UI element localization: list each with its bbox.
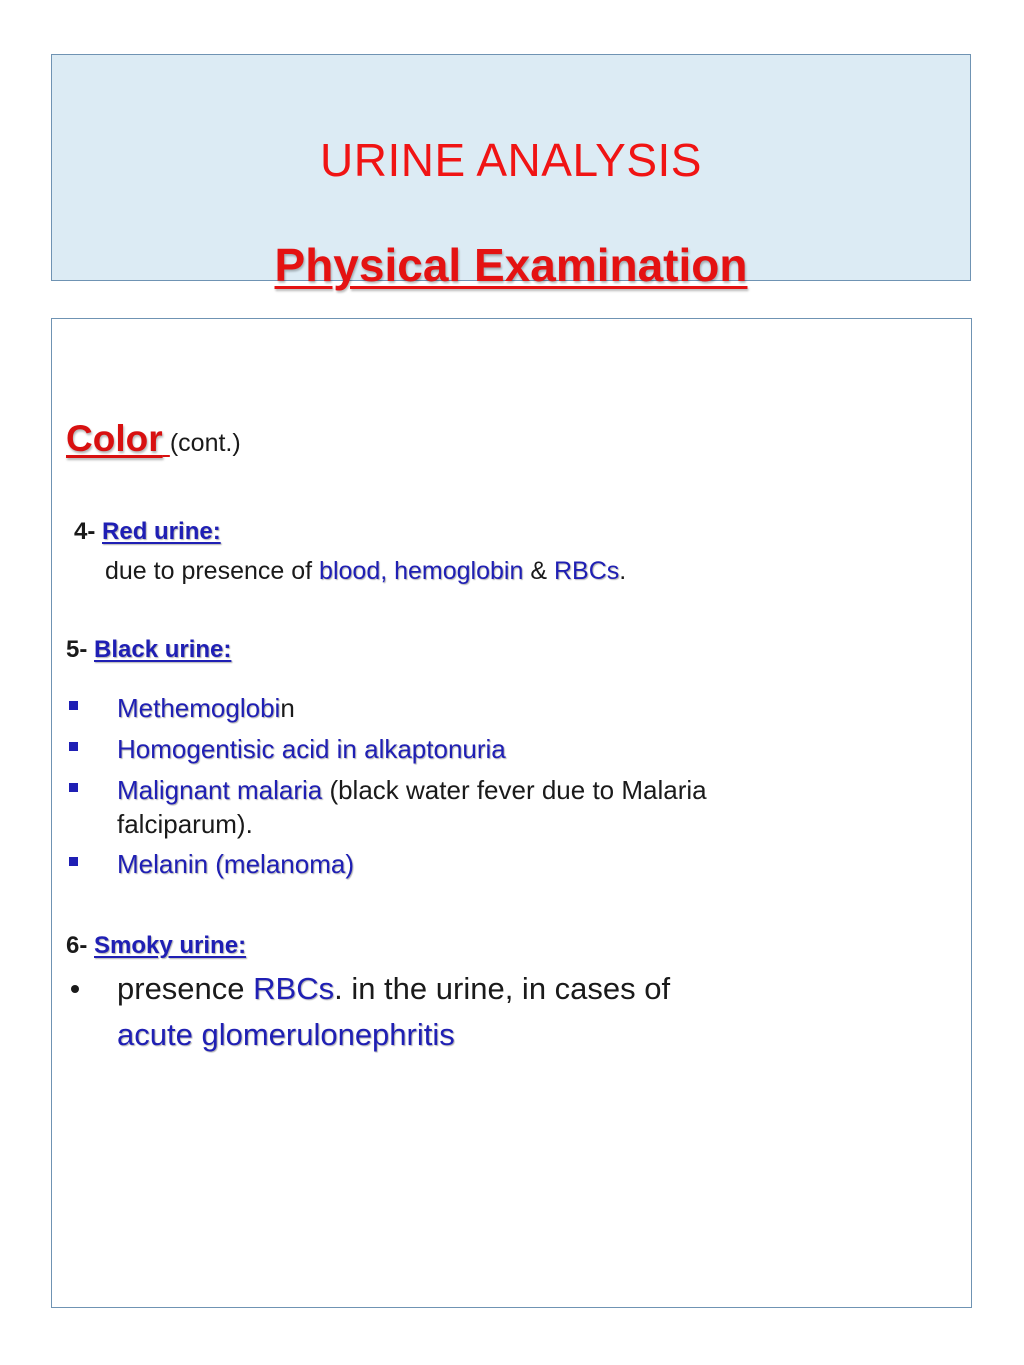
red-urine-description [105,559,626,584]
red-end: . [619,557,627,585]
square-bullet-icon [69,701,78,710]
square-bullet-icon [69,742,78,751]
red-urine-heading [74,520,221,544]
slide-title: URINE ANALYSIS [320,134,702,186]
smoky-urine-label: Smoky urine: [94,932,247,959]
list-item-rest: (black water fever due to Malaria [322,775,707,805]
red-hl-rbcs: RBCs [553,557,620,585]
smoky-hl-rbcs: RBCs [253,971,335,1006]
smoky-urine-description [117,973,670,1004]
red-number: 4- [74,518,96,545]
list-item-rest: n [280,693,295,723]
smoky-urine-condition [117,1019,455,1050]
square-bullet-icon [69,783,78,792]
list-item-highlight: Methemoglobi [117,693,281,723]
list-item-highlight: Homogentisic acid in alkaptonuria [117,734,506,764]
list-item [117,695,295,721]
list-item-highlight: Melanin (melanoma) [117,849,354,879]
color-suffix: (cont.) [169,429,241,457]
red-text-prefix: due to presence of [105,557,313,585]
smoky-text-mid: . in the urine, in cases of [334,971,671,1006]
color-heading-line [66,420,241,457]
list-item [117,777,707,803]
red-hl-blood: blood, hemoglobin [319,557,524,585]
round-bullet-icon [71,985,79,993]
smoky-text-prefix: presence [117,971,254,1006]
smoky-hl-condition: acute glomerulonephritis [117,1017,455,1052]
list-item-highlight: Malignant malaria [117,775,323,805]
list-item [117,736,506,762]
list-item-continuation: falciparum). [117,809,253,839]
square-bullet-icon [69,857,78,866]
red-amp: & [530,557,548,585]
smoky-number: 6- [66,932,88,959]
color-heading: Color [66,418,163,459]
title-panel [51,54,971,291]
black-number: 5- [66,636,88,663]
smoky-urine-heading [66,934,246,958]
black-urine-heading [66,638,231,662]
black-urine-label: Black urine: [94,636,232,663]
list-item [117,851,354,877]
slide-subtitle: Physical Examination [274,239,748,291]
red-urine-label: Red urine: [102,518,221,545]
